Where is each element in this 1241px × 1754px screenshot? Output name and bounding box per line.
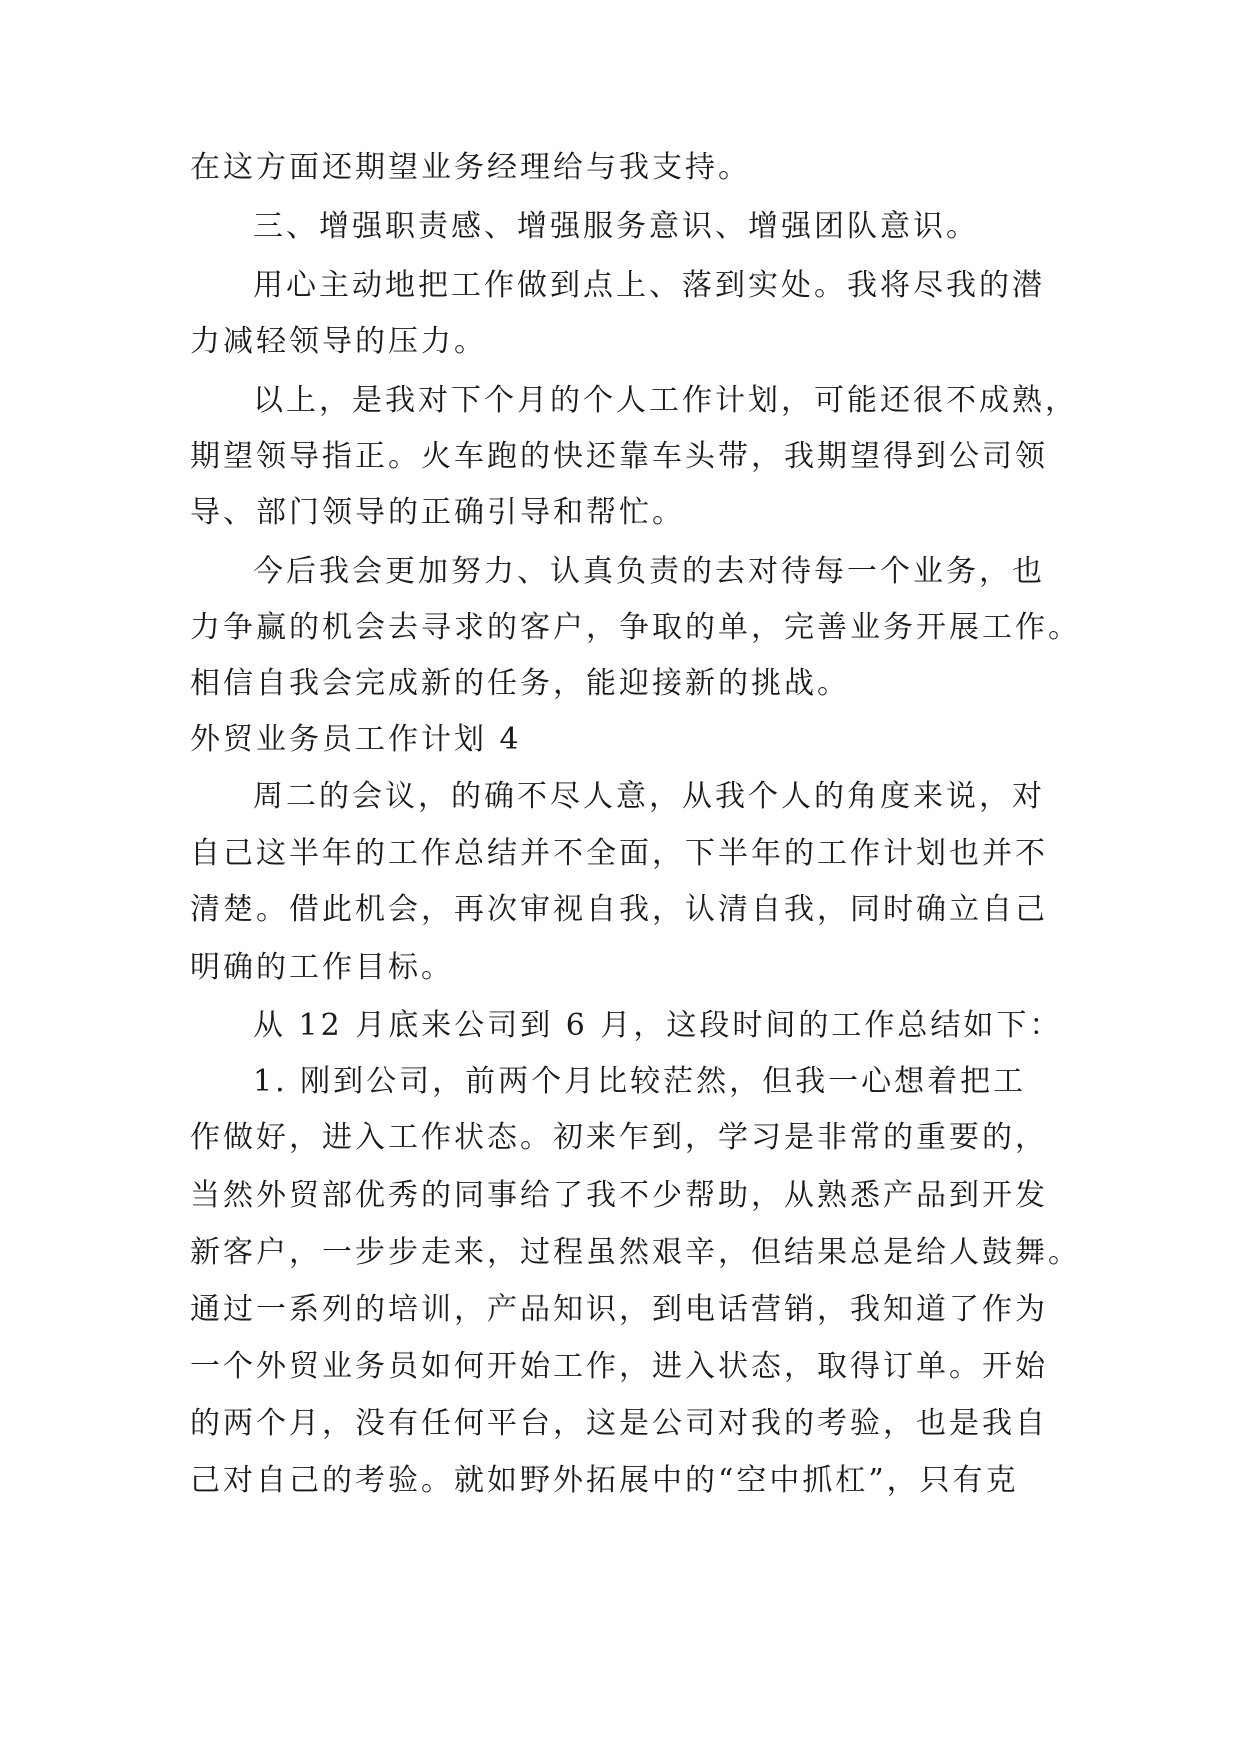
text-line: 相信自我会完成新的任务，能迎接新的挑战。	[190, 666, 850, 701]
text-line: 自己这半年的工作总结并不全面，下半年的工作计划也并不	[190, 836, 1048, 871]
text-line: 用心主动地把工作做到点上、落到实处。我将尽我的潜	[253, 268, 1045, 303]
text-line: 导、部门领导的正确引导和帮忙。	[190, 495, 685, 530]
text-line: 的两个月，没有任何平台，这是公司对我的考验，也是我自	[190, 1406, 1048, 1441]
text-line: 明确的工作目标。	[190, 950, 454, 985]
text-line: 力争赢的机会去寻求的客户，争取的单，完善业务开展工作。	[190, 610, 1081, 645]
text-line: 期望领导指正。火车跑的快还靠车头带，我期望得到公司领	[190, 439, 1048, 474]
text-line: 新客户，一步步走来，过程虽然艰辛，但结果总是给人鼓舞。	[190, 1235, 1081, 1270]
text-line: 以上，是我对下个月的个人工作计划，可能还很不成熟，	[253, 383, 1078, 418]
text-line: 当然外贸部优秀的同事给了我不少帮助，从熟悉产品到开发	[190, 1178, 1048, 1213]
text-line: 清楚。借此机会，再次审视自我，认清自我，同时确立自己	[190, 892, 1048, 927]
text-line: 己对自己的考验。就如野外拓展中的“空中抓杠”，只有克	[190, 1463, 1019, 1498]
text-line: 力减轻领导的压力。	[190, 324, 487, 359]
text-line: 从 12 月底来公司到 6 月，这段时间的工作总结如下：	[253, 1008, 1063, 1043]
text-line: 作做好，进入工作状态。初来乍到，学习是非常的重要的，	[190, 1120, 1048, 1155]
text-line: 在这方面还期望业务经理给与我支持。	[190, 150, 751, 185]
list-item: 1. 刚到公司，前两个月比较茫然，但我一心想着把工	[253, 1064, 1027, 1099]
text-line: 通过一系列的培训，产品知识，到电话营销，我知道了作为	[190, 1292, 1048, 1327]
text-line: 一个外贸业务员如何开始工作，进入状态，取得订单。开始	[190, 1349, 1048, 1384]
section-title: 外贸业务员工作计划 4	[190, 722, 522, 757]
section-heading: 三、增强职责感、增强服务意识、增强团队意识。	[253, 209, 979, 244]
text-line: 今后我会更加努力、认真负责的去对待每一个业务，也	[253, 554, 1045, 589]
text-line: 周二的会议，的确不尽人意，从我个人的角度来说，对	[253, 779, 1045, 814]
